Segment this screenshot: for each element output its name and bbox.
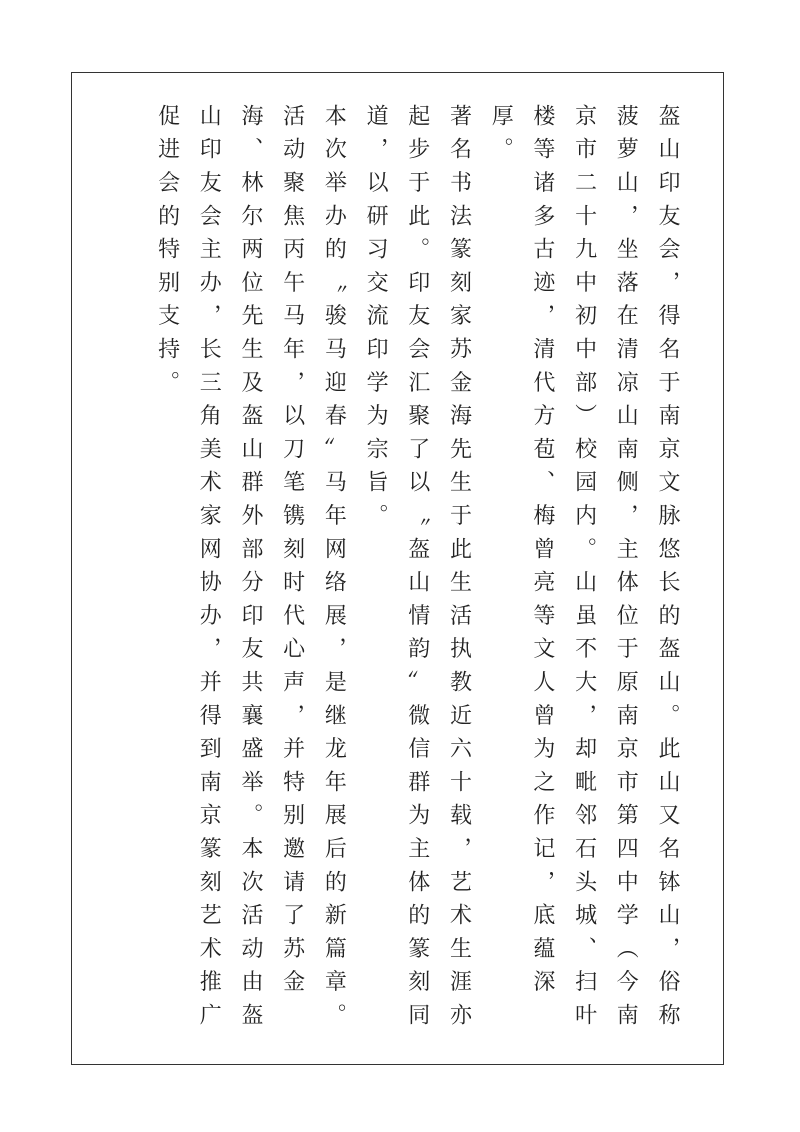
paragraph-1: 盔山印友会，得名于南京文脉悠长的盔山。此山又名钵山，俗称菠萝山，坐落在清凉山南侧，主体位于原南京市第四中学（今南京市二十九中初中部）校园内。山虽不大，却毗邻石头城、扫叶楼等诸多古迹，清代方苞、梅曾亮等文人曾为之作记，底蕴深厚。 bbox=[488, 104, 680, 1037]
paragraph-3: 本次举办的〝骏马迎春〞马年网络展，是继龙年展后的新篇章。活动聚焦丙午马年，以刀笔镌刻时代心声，并特别邀请了苏金海、林尔两位先生及盔山群外部分印友共襄盛举。本次活动由盔山印友会主办，长三角美术家网协办，并得到南京篆刻艺术推广促进会的特别支持。 bbox=[154, 104, 347, 1037]
paragraph-2: 著名书法篆刻家苏金海先生于此生活执教近六十载，艺术生涯亦起步于此。印友会汇聚了以〝盔山情韵〞微信群为主体的篆刻同道，以研习交流印学为宗旨。 bbox=[363, 104, 472, 1037]
document-body bbox=[128, 104, 688, 1044]
